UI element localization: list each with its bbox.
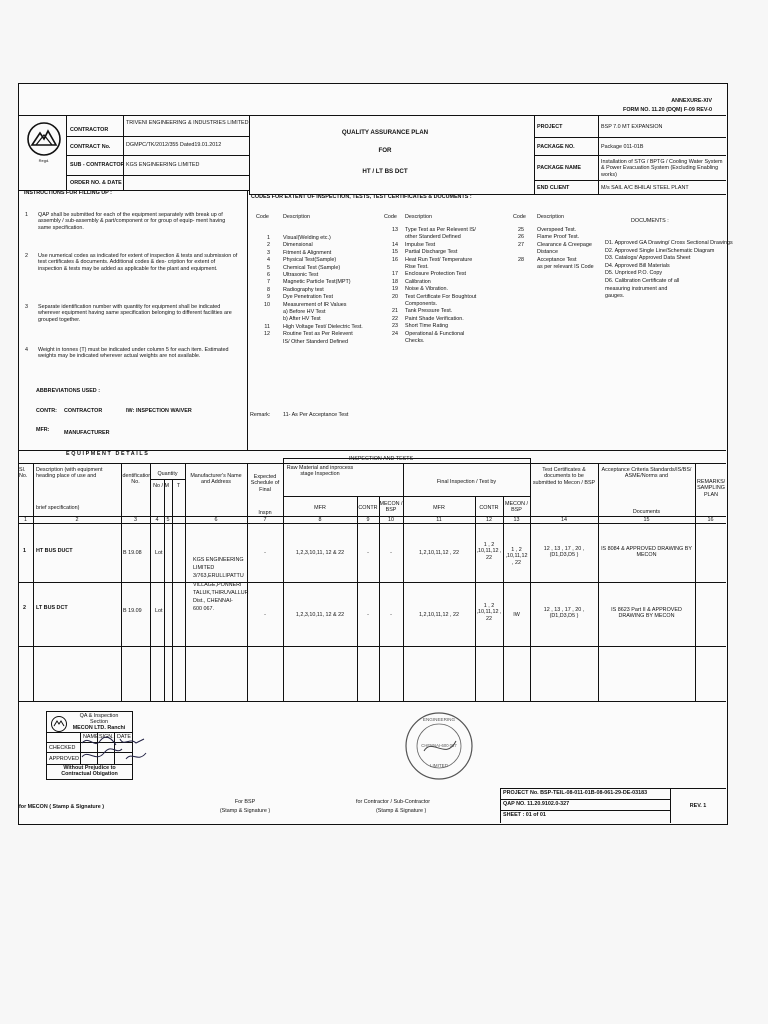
instruction-number: 1 (25, 212, 28, 218)
signature-mark (80, 735, 150, 773)
column-number: 9 (366, 517, 370, 523)
package-name-value: Installation of STG / BPTG / Cooling Water System & Power Evacuation System (Excluding Enabling works) (601, 159, 723, 178)
header-acceptance-docs: Documents (632, 509, 661, 515)
row-raw-mfr: 1,2,3,10,11, 12 & 22 (295, 612, 345, 618)
plan-subject: HT / LT BS DCT (362, 168, 408, 175)
code-number: 20 (392, 293, 398, 300)
code-description: Heat Run Test/ Temperature (405, 256, 473, 263)
code-number: 1 (267, 235, 270, 241)
row-raw-contr: - (367, 550, 369, 556)
instruction-text: Separate identification number with quantity for equipment shall be indicated wherever equipment having same specification belonging to different facilities are grouped together. (38, 304, 232, 323)
code-number: 23 (392, 323, 398, 330)
code-description: Acceptance Test (537, 256, 577, 263)
code-number: 5 (267, 264, 270, 271)
row-identification: B 19.09 (123, 608, 142, 614)
row-certificates: 12 , 13 , 17 , 20 , (D1,D3,D5 ) (543, 607, 585, 620)
code-description: High Voltage Test/ Dielectric Test. (283, 323, 363, 330)
code-description: Calibration (405, 278, 431, 285)
text-line: gauges. (605, 293, 625, 300)
code-number: 25 (518, 227, 524, 233)
code-description: Physical Test(Sample) (283, 257, 337, 264)
code-description: Fitment & Alignment (283, 249, 332, 256)
description-header: Description (405, 214, 432, 220)
stamp-prejudice: Without Prejudice to (63, 765, 116, 771)
documents-header: DOCUMENTS : (631, 218, 669, 224)
text-line: 3/763,ERULLIPATTU (193, 573, 244, 580)
plan-title-for: FOR (378, 147, 392, 154)
row-sl: 1 (23, 548, 26, 554)
for-contractor-caption: for Contractor / Sub-Contractor (356, 799, 431, 805)
row-acceptance: IS 8084 & APPROVED DRAWING BY MECON (601, 546, 692, 559)
abbr-value: MANUFACTURER (64, 430, 110, 436)
contractor-label: CONTRACTOR (70, 127, 109, 133)
package-no-label: PACKAGE NO. (537, 144, 575, 150)
instruction-number: 2 (25, 253, 28, 259)
code-description: Routine Test as Per Relevent (283, 331, 353, 338)
code-description: a) Before HV Test (283, 309, 326, 315)
code-number: 3 (267, 249, 270, 256)
row-final-mfr: 1,2,10,11,12 , 22 (418, 550, 460, 556)
column-number: 16 (707, 517, 714, 523)
text-line: Dist., CHENNAI- (193, 598, 233, 604)
stamp-date-header: DATE (117, 734, 131, 740)
code-description: Dye Penetration Test (283, 294, 333, 301)
codes-title: CODES FOR EXTENT OF INSPECTION, TESTS, TEST CERTIFICATES & DOCUMENTS : (251, 194, 472, 200)
end-client-label: END CLIENT (537, 185, 570, 191)
row-schedule: - (264, 612, 266, 618)
logo-icon (26, 121, 62, 157)
code-description: Checks. (405, 338, 425, 344)
code-number: 2 (267, 242, 270, 249)
code-description: Type Test as Per Relevent IS/ (405, 227, 476, 233)
project-label: PROJECT (537, 124, 563, 130)
row-certificates: 12 , 13 , 17 , 20 , (D1,D3,D5 ) (543, 546, 585, 559)
column-number: 14 (561, 517, 567, 523)
instruction-number: 3 (25, 304, 28, 310)
row-final-contr: 1 , 2 ,10,11,12 , 22 (476, 603, 502, 622)
text-line: TALUK,THIRUVALLUR (193, 589, 249, 596)
row-quantity: Lot (155, 608, 163, 614)
annexure-label: ANNEXURE-XIV (671, 98, 712, 104)
header-t: T (176, 483, 181, 489)
stamp-approved: APPROVED (49, 756, 79, 762)
column-number: 6 (214, 517, 218, 523)
code-description: Short Time Rating (405, 323, 449, 330)
abbr-key: CONTR: (36, 408, 57, 414)
code-header: Code (513, 214, 526, 220)
project-number: PROJECT No. BSP-TEIL-08-011-01B-08-061-29-DE-03183 (503, 790, 648, 796)
stamp-sign-header: SIGN. (99, 734, 114, 740)
description-header: Description (537, 214, 564, 220)
for-mecon-caption: for MECON ( Stamp & Signature ) (19, 804, 105, 810)
code-number: 9 (267, 294, 270, 301)
for-bsp-caption: For BSP (234, 799, 256, 805)
row-raw-mfr: 1,2,3,10,11, 12 & 22 (295, 550, 345, 556)
code-header: Code (384, 214, 397, 220)
header-acceptance: Acceptance Criteria Standards/IS/BS/ ASME/Norms and (601, 467, 692, 480)
code-description: Partial Discharge Test (405, 249, 458, 256)
seal-text: LIMITED (429, 763, 449, 768)
header-description-sub: brief specification) (36, 505, 80, 511)
code-number: 7 (267, 279, 270, 286)
code-number: 18 (392, 278, 398, 285)
code-description: Overspeed Test. (537, 227, 577, 233)
row-schedule: - (264, 550, 266, 556)
code-number: 26 (518, 234, 524, 241)
stamp-prejudice: Contractual Obigation (61, 771, 118, 777)
row-raw-contr: - (367, 612, 369, 618)
stamp-line: MECON LTD. Ranchi (72, 725, 126, 731)
code-number: 19 (392, 286, 398, 293)
header-schedule: Expected Schedule of Final (250, 474, 280, 493)
instruction-text: Weight in tonnes (T) must be indicated under column 5 for each item. Estimated weights may be indicated wherever actual weights are not available. (38, 347, 229, 360)
code-description: Enclosure Protection Test (405, 271, 467, 278)
text-line: KGS ENGINEERING (193, 557, 244, 563)
inspection-tests-title: INSPECTION AND TESTS (348, 456, 414, 462)
instruction-text: QAP shall be submitted for each of the equipment separately with break up of assembly / sub-assembly & part/component or for group of equip- ment having same specification. (38, 212, 226, 231)
column-number: 7 (263, 517, 267, 523)
for-contractor-stamp: (Stamp & Signature ) (376, 808, 427, 814)
header-identification: Identification No. (121, 473, 152, 486)
header-manufacturer: Manufacturer's Name and Address (190, 473, 242, 486)
header-description: Description (with equipment heading place of use and (36, 467, 103, 480)
instructions-title: INSTRUCTIONS FOR FILLING UP : (24, 190, 112, 196)
header-inspn: Inspn (258, 510, 272, 516)
code-description: Components. (405, 301, 438, 307)
seal-text: ENGINEERING (422, 717, 456, 722)
abbr-key: MFR: (36, 427, 50, 433)
code-number: 15 (392, 249, 398, 256)
code-description: Operational & Functional (405, 330, 465, 337)
stamp-name-header: NAME (83, 734, 99, 740)
revision-number: REV. 1 (689, 803, 707, 809)
remark-label: Remark: (250, 412, 271, 418)
abbr-key: IW: (126, 408, 135, 414)
mecon-logo-icon (50, 715, 68, 733)
package-name-label: PACKAGE NAME (537, 165, 581, 171)
column-number: 5 (166, 517, 170, 523)
code-number: 14 (392, 241, 398, 248)
column-number: 2 (75, 517, 79, 523)
code-description: IS/ Other Standerd Defined (283, 338, 349, 345)
abbr-value: INSPECTION WAIVER (136, 408, 192, 414)
row-description: HT BUS DUCT (36, 548, 73, 554)
row-acceptance: IS 8623 Part II & APPROVED DRAWING BY MECON (611, 607, 682, 620)
column-number: 13 (513, 517, 520, 523)
code-description: Clearance & Creepage (537, 241, 592, 248)
order-no-label: ORDER NO. & DATE (70, 180, 122, 186)
header-remarks: REMARKS/ SAMPLING PLAN (697, 479, 726, 498)
code-description: Rise Test. (405, 264, 429, 270)
column-number: 12 (486, 517, 492, 523)
text-line: D3. Catalogs/ Approved Data Sheet (605, 255, 691, 262)
seal-text: CHENNAI-600 067 (421, 743, 457, 748)
header-raw-mfr: MFR (314, 505, 326, 511)
sub-contractor-value: KGS ENGINEERING LIMITED (126, 162, 200, 168)
sheet-number: SHEET : 01 of 01 (503, 812, 546, 818)
instruction-text: Use numerical codes as indicated for extent of inspection & tests and submission of test certificates & documents. Additional codes & des- cription for extent of inspection & tests may be added as applicable for the plant and equipment. (38, 253, 238, 272)
header-final-mfr: MFR (433, 505, 445, 511)
stamp-line: Section (90, 719, 108, 725)
code-description: Distance (537, 249, 558, 256)
text-line: measuring instrument and (605, 285, 668, 292)
column-number: 15 (643, 517, 650, 523)
code-description: Radiography test (283, 286, 324, 293)
code-description: Visual(Welding etc.) (283, 235, 331, 241)
stamp-checked: CHECKED (49, 745, 76, 751)
instruction-number: 4 (25, 347, 28, 353)
text-line: D4. Approved Bill Materials (605, 262, 670, 269)
sub-contractor-label: SUB - CONTRACTOR (70, 162, 125, 168)
row-raw-mecon: - (390, 550, 392, 556)
code-number: 10 (264, 301, 270, 308)
code-number: 24 (392, 330, 398, 337)
text-line: 600 067. (193, 606, 214, 613)
code-description: Noise & Vibration. (405, 286, 449, 293)
header-final-mecon: MECON / BSP (504, 501, 529, 514)
abbr-value: CONTRACTOR (64, 408, 103, 414)
code-number: 11 (264, 323, 270, 330)
text-line: VILLAGE,PONNERI (193, 581, 242, 588)
code-number: 28 (518, 256, 524, 263)
code-description: Paint Shade Verification. (405, 315, 464, 322)
code-description: as per relevant IS Code (537, 264, 594, 270)
code-description: Dimensional (283, 242, 313, 249)
logo-caption: Regd. (38, 158, 50, 163)
description-header: Description (283, 214, 310, 220)
row-sl: 2 (23, 605, 26, 611)
code-description: Measurement of IR Values (283, 301, 347, 308)
project-value: BSP 7.0 MT EXPANSION (601, 124, 663, 130)
header-final-inspection: Final Inspection / Test by (436, 479, 497, 485)
header-final-contr: CONTR (479, 505, 499, 511)
code-number: 27 (518, 241, 524, 248)
header-quantity: Quantity (157, 471, 178, 477)
row-final-mecon: 1 , 2 ,10,11,12 , 22 (505, 547, 528, 566)
plan-title: QUALITY ASSURANCE PLAN (341, 129, 429, 136)
row-final-mfr: 1,2,10,11,12 , 22 (418, 612, 460, 618)
code-description: Test Certificate For Boughtout (405, 293, 477, 300)
column-number: 1 (24, 517, 27, 523)
code-number: 4 (267, 257, 270, 264)
code-number: 16 (392, 256, 398, 263)
code-number: 21 (392, 308, 398, 315)
form-number: FORM NO. 11.20 (DQM) F-09 REV-0 (623, 107, 712, 113)
code-description: Chemical Test (Sample) (283, 264, 341, 271)
code-description: b) After HV Test (283, 316, 321, 323)
code-number: 8 (267, 286, 270, 293)
code-number: 17 (392, 271, 398, 278)
text-line: D1. Approved GA Drawing/ Cross Sectional Drawings (605, 240, 733, 246)
header-raw-mecon: MECON / BSP (379, 501, 403, 514)
column-number: 11 (436, 517, 442, 523)
contract-no-label: CONTRACT No. (70, 144, 111, 150)
row-identification: B 19.08 (123, 550, 142, 556)
contractor-value: TRIVENI ENGINEERING & INDUSTRIES LIMITED (126, 120, 249, 126)
header-test-certificates: Test Certificates & documents to be submitted to Mecon / BSP (532, 467, 596, 486)
column-number: 4 (155, 517, 159, 523)
code-number: 6 (267, 272, 270, 278)
header-sl-no: Sl. No. (19, 467, 28, 480)
row-quantity: Lot (155, 550, 163, 556)
code-description: Magnetic Particle Test(MPT) (283, 279, 351, 286)
header-no-m: No / M (153, 483, 169, 489)
remark-value: 11- As Per Acceptance Test (283, 412, 349, 418)
row-final-mecon: IW (513, 612, 520, 618)
contract-no-value: DGMPC/TK/2012/355 Dated19.01.2012 (126, 142, 222, 148)
qap-number: QAP NO. 11.20.9102.0-327 (503, 801, 570, 807)
code-number: 12 (264, 331, 270, 338)
code-header: Code (256, 214, 269, 220)
end-client-value: M/s SAIL A/C BHILAI STEEL PLANT (601, 185, 689, 191)
abbreviations-title: ABBREVIATIONS USED : (36, 388, 100, 394)
text-line: D2. Approved Single Line/Schematic Diagram (605, 247, 715, 254)
column-number: 3 (134, 517, 137, 523)
company-seal (404, 711, 474, 781)
stamp-line: QA & Inspection (79, 713, 119, 719)
for-bsp-stamp: (Stamp & Signature ) (219, 808, 271, 814)
text-line: D5. Unpriced P.O. Copy (605, 270, 663, 277)
package-no-value: Package 011-01B (601, 144, 644, 150)
code-number: 22 (392, 315, 398, 322)
text-line: LIMITED (193, 565, 215, 572)
row-final-contr: 1 , 2 ,10,11,12 , 22 (476, 542, 502, 561)
code-description: Tank Pressure Test. (405, 308, 453, 315)
text-line: D6. Calibration Certificate of all (605, 278, 680, 284)
code-description: Ultrasonic Test (283, 272, 319, 278)
row-raw-mecon: - (390, 612, 392, 618)
contractor-logo (26, 121, 62, 157)
code-description: other Standerd Defined (405, 234, 461, 241)
code-description: Impulse Test (405, 241, 436, 248)
equipment-details-title: EQUIPMENT DETAILS (66, 451, 150, 457)
row-description: LT BUS DCT (36, 605, 68, 611)
column-number: 10 (388, 517, 394, 523)
header-raw-material: Raw Material and inprocess stage Inspection (286, 465, 354, 478)
code-number: 13 (392, 227, 398, 233)
code-description: Flame Proof Test. (537, 234, 580, 241)
header-raw-contr: CONTR (358, 505, 378, 511)
column-number: 8 (318, 517, 322, 523)
